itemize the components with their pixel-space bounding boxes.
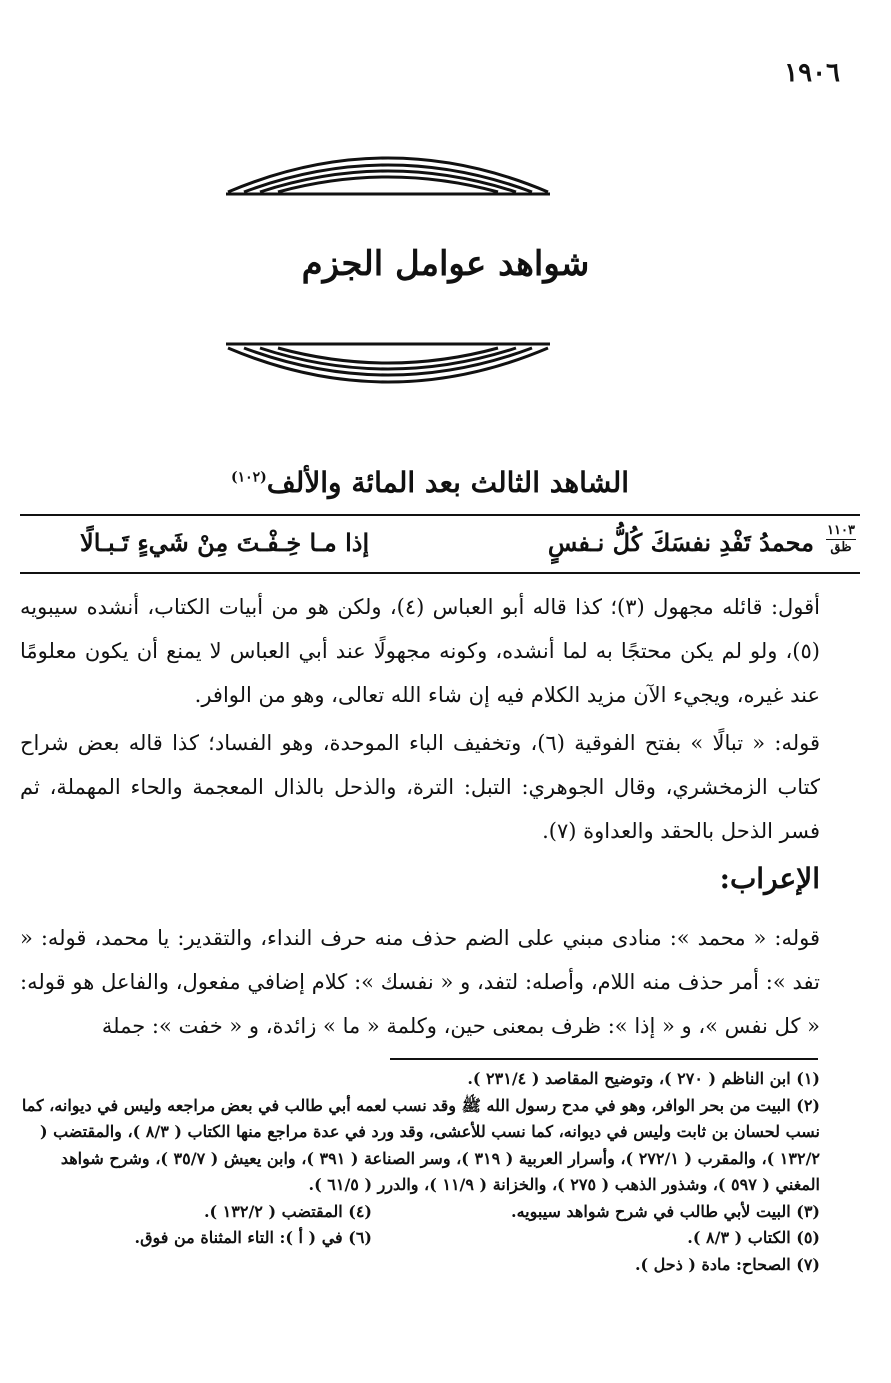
verse-number-value: ١١٠٣ (827, 523, 855, 538)
verse-top-rule (20, 514, 860, 516)
footnotes (20, 1066, 820, 1278)
commentary-paragraph-1: أقول: قائله مجهول (٣)؛ كذا قاله أبو العباس (٤)، ولكن هو من أبيات الكتاب، أنشده سيبويه (٥)، ولو لم يكن محتجًا به لما أنشده، وكونه مجهولًا عند أبي العباس لا يمنع أن يكون معلومًا عند غيره، ويجيء الآن مزيد الكلام فيه إن شاء الله تعالى، وهو من الوافر. (20, 595, 821, 707)
top-arch-ornament (222, 138, 554, 196)
footnote-7: (٧) الصحاح: مادة ( ذحل ). (634, 1254, 820, 1274)
second-hemistich: إذا مـا خِـفْـتَ مِنْ شَيءٍ تَـبـالًا (80, 528, 370, 557)
verse-row (20, 522, 860, 570)
witness-heading (180, 466, 680, 499)
first-hemistich: محمدُ تَفْدِ نفسَكَ كُلُّ نـفسٍ (547, 528, 814, 557)
footnote-3: (٣) البيت لأبي طالب في شرح شواهد سيبويه. (511, 1201, 820, 1221)
verse-bottom-rule (20, 572, 860, 574)
irab-heading: الإعراب: (719, 862, 820, 895)
commentary-paragraph-2: قوله: « تبالًا » بفتح الفوقية (٦)، وتخفيف الباء الموحدة، وهو الفساد؛ كذا قاله بعض شراح كتاب الزمخشري، وقال الجوهري: التبل: الترة، والذحل بالذال المعجمة والحاء المهملة، ثم فسر الذحل بالحقد والعداوة (٧). (20, 731, 820, 843)
footnote-row (20, 1225, 820, 1252)
footnote-4: (٤) المقتضب ( ١٣٢/٢ ). (203, 1201, 372, 1221)
verse-number (822, 524, 860, 555)
footnote-separator (390, 1058, 818, 1060)
page-number: ١٩٠٦ (784, 58, 840, 88)
bottom-arch-ornament (222, 340, 554, 402)
irab-paragraph: قوله: « محمد »: منادى مبني على الضم حذف منه حرف النداء، والتقدير: يا محمد، قوله: « تفد »: أمر حذف منه اللام، وأصله: لتفد، و « نفسك »: كلام إضافي مفعول، والفاعل هو قوله: « كل نفس »، و « إذا »: ظرف بمعنى حين، وكلمة « ما » زائدة، و « خفت »: جملة (20, 926, 820, 1038)
footnote-5: (٥) الكتاب ( ٨/٣ ). (687, 1228, 820, 1247)
witness-heading-text: الشاهد الثالث بعد المائة والألف (266, 466, 630, 499)
footnote-1: (١) ابن الناظم ( ٢٧٠ )، وتوضيح المقاصد ( ٢٣١/٤ ). (467, 1069, 820, 1088)
footnote-ref: (١٠٢) (230, 469, 267, 486)
footnote-2: (٢) البيت من بحر الوافر، وهو في مدح رسول الله ﷺ وقد نسب لعمه أبي طالب في بعض مراجعه وليس في ديوانه، كما نسب لحسان بن ثابت وليس في ديوانه، كما نسب للأعشى، وقد ورد في عدة مراجع منها الكتاب ( ٨/٣ )، والمقتضب ( ١٣٢/٢ )، والمقرب ( ٢٧٢/١ )، وأسرار العربية ( ٣١٩ )، وسر الصناعة ( ٣٩١ )، وابن يعيش ( ٣٥/٧ )، وشرح شواهد المغني ( ٥٩٧ )، وشذور الذهب ( ٢٧٥ )، والخزانة ( ١١/٩ )، والدرر ( ٦١/٥ ). (21, 1095, 820, 1194)
verse-meter-tag: ظق (830, 540, 852, 555)
chapter-title: شواهد عوامل الجزم (301, 244, 590, 284)
footnote-row (20, 1199, 820, 1226)
footnote-6: (٦) في ( أ ): التاء المثناة من فوق. (134, 1228, 372, 1247)
